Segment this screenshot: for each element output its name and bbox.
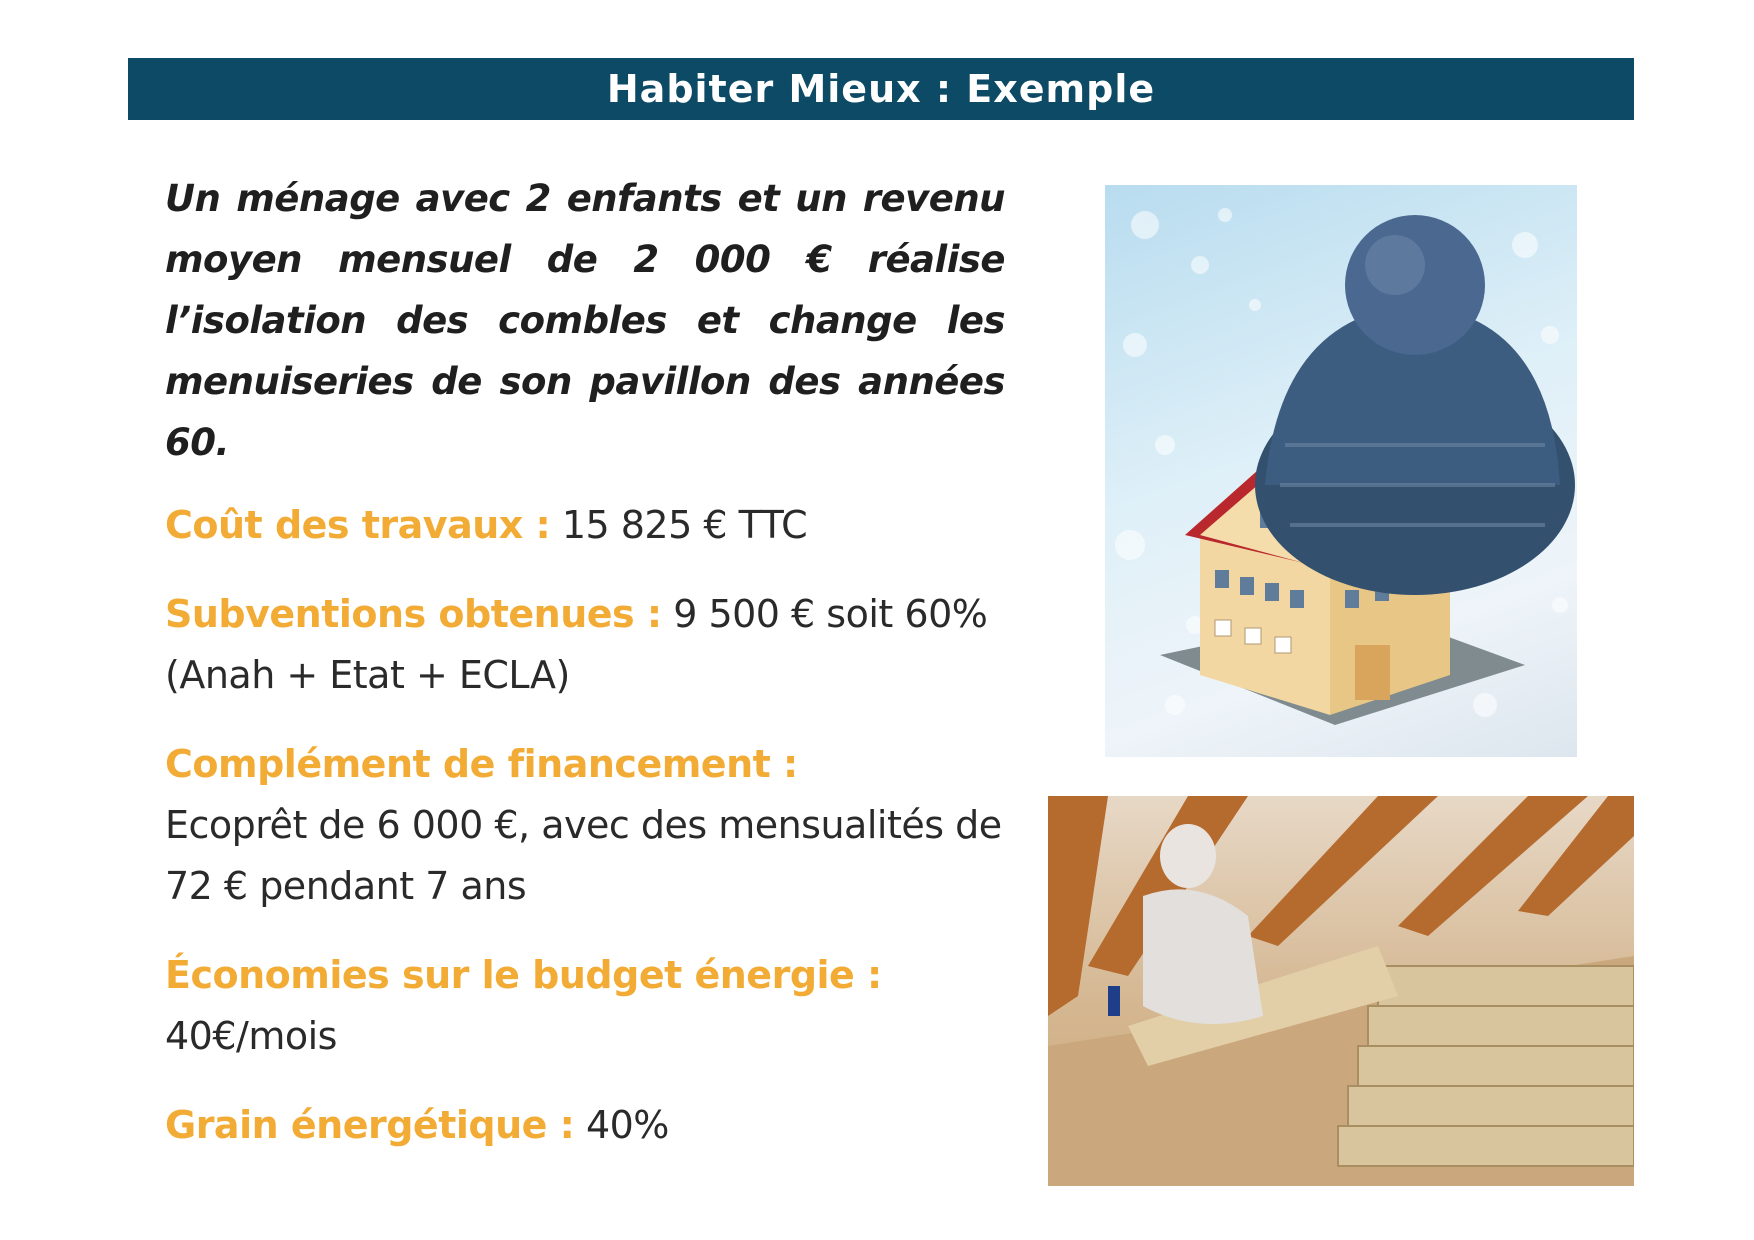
financing-label: Complément de financement : [165, 742, 798, 786]
subsidies-label: Subventions obtenues : [165, 592, 662, 636]
financing-item [165, 734, 1005, 917]
intro-text: Un ménage avec 2 enfants et un revenu moyen mensuel de 2 000 € réalise l’isolation des combles et change les menuiseries de son pavillon des années 60. [165, 177, 1005, 464]
cost-label: Coût des travaux : [165, 503, 551, 547]
attic-insulation-photo [1048, 796, 1634, 1186]
subsidies-sources: (Anah + Etat + ECLA) [165, 653, 570, 697]
savings-item [165, 945, 1005, 1067]
subsidies-value: 9 500 € soit 60% [673, 592, 988, 636]
savings-label: Économies sur le budget énergie : [165, 953, 882, 997]
cost-value: 15 825 € TTC [561, 503, 808, 547]
financing-value: Ecoprêt de 6 000 €, avec des mensualités de 72 € pendant 7 ans [165, 803, 1002, 908]
gain-value: 40% [585, 1103, 669, 1147]
house-with-hat-photo [1105, 185, 1577, 757]
savings-value: 40€/mois [165, 1014, 337, 1058]
cost-item [165, 495, 1005, 556]
gain-item [165, 1095, 1005, 1156]
gain-label: Grain énergétique : [165, 1103, 575, 1147]
main-content [165, 168, 1005, 1184]
page-title: Habiter Mieux : Exemple [128, 58, 1634, 120]
subsidies-item [165, 584, 1005, 706]
